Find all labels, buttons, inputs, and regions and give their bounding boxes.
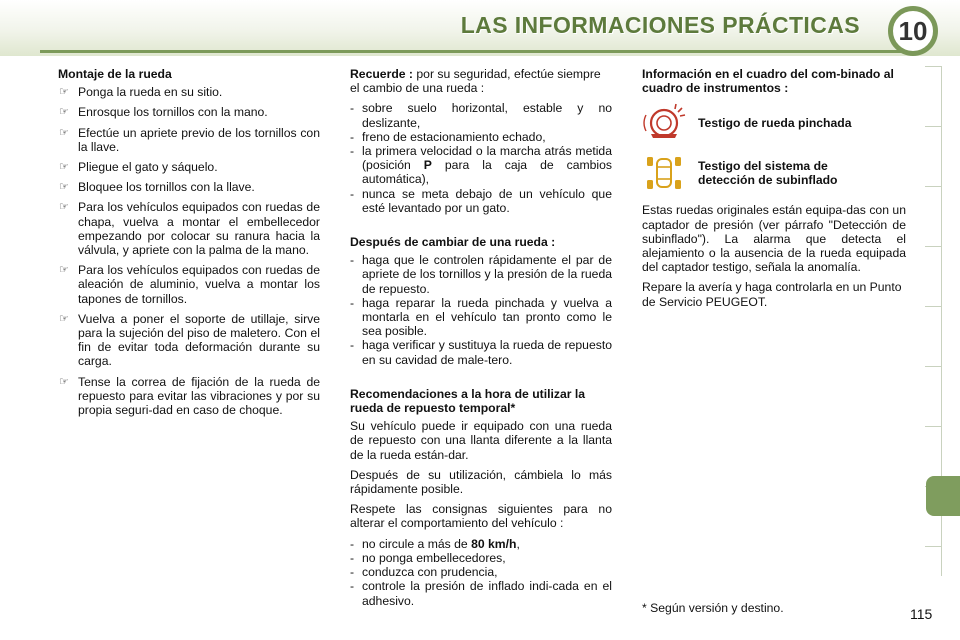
mounting-heading: Montaje de la rueda	[58, 67, 172, 81]
recuerde-paragraph	[350, 67, 612, 95]
column-mounting	[58, 67, 320, 423]
list-item: - freno de estacionamiento echado,	[350, 129, 546, 144]
chapter-tab[interactable]	[925, 426, 941, 455]
recommendations-p2: Después de su utilización, cámbiela lo más rápidamente posible.	[350, 467, 612, 497]
recommendations-p1: Su vehículo puede ir equipado con una rueda de repuesto con una llanta diferente a la llanta de la rueda están-dar.	[350, 419, 612, 462]
indicator-underinflation-label: Testigo del sistema de detección de subinflado	[698, 159, 838, 188]
page-title: LAS INFORMACIONES PRÁCTICAS	[460, 12, 860, 38]
recommendations-list	[350, 537, 612, 608]
header-underline	[40, 50, 920, 53]
list-item: - sobre suelo horizontal, estable y no deslizante,	[350, 101, 612, 130]
chapter-tab[interactable]	[925, 246, 941, 275]
instrument-info-p2: Repare la avería y haga controlarla en un Punto de Servicio PEUGEOT.	[642, 280, 902, 309]
footnote: * Según versión y destino.	[642, 601, 784, 615]
list-item: ☞ Para los vehículos equipados con ruedas de aleación de aluminio, vuelva a montar los tapones de tornillos.	[59, 263, 320, 306]
list-item: - nunca se meta debajo de un vehículo que esté levantado por un gato.	[350, 186, 612, 215]
tire-pressure-system-icon	[642, 153, 686, 193]
chapter-tab[interactable]	[925, 546, 941, 575]
list-item: - haga verificar y sustituya la rueda de repuesto en su cavidad de male-tero.	[350, 338, 612, 367]
list-item: - controle la presión de inflado indi-cada en el adhesivo.	[350, 579, 612, 608]
mounting-steps-list	[58, 85, 320, 417]
list-item: ☞ Vuelva a poner el soporte de utillaje, sirve para la sujeción del piso de maletero. Con el fin de evitar toda deformación durante su carga.	[59, 311, 320, 369]
list-item: ☞ Efectúe un apriete previo de los tornillos con la llave.	[59, 125, 320, 154]
list-item: - no circule a más de 80 km/h,	[350, 536, 520, 551]
instrument-info-p1: Estas ruedas originales están equipa-das con un captador de presión (ver párrafo "Detección de subinflado"). La alarma que detecta el alejamiento o la ausencia de la rueda equipada del captador testigo, señala la anomalía.	[642, 203, 906, 275]
chapter-number: 10	[898, 15, 928, 46]
chapter-tab[interactable]	[925, 186, 941, 215]
chapter-tab[interactable]	[925, 66, 941, 95]
list-item: ☞ Tense la correa de fijación de la rueda de repuesto para evitar las vibraciones y por su propia seguri-dad en caso de choque.	[59, 374, 320, 418]
indicator-flat-tire-label: Testigo de rueda pinchada	[698, 116, 852, 131]
indicator-flat-tire	[642, 103, 906, 143]
recuerde-text: por su seguridad, efectúe siempre el cambio de una rueda :	[350, 67, 601, 96]
list-item: - haga que le controlen rápidamente el par de apriete de los tornillos y la presión de la rueda de repuesto.	[350, 253, 612, 296]
after-change-list	[350, 253, 612, 367]
list-item: ☞ Ponga la rueda en su sitio.	[59, 85, 223, 100]
flat-tire-warning-icon	[642, 103, 686, 143]
list-item: ☞ Enrosque los tornillos con la mano.	[59, 105, 268, 120]
list-item: - no ponga embellecedores,	[350, 550, 506, 565]
page-number: 115	[910, 606, 933, 622]
chapter-tab[interactable]	[925, 366, 941, 395]
list-item: ☞ Para los vehículos equipados con ruedas de chapa, vuelva a montar el embellecedor empezando por colocar su ranura hacia la válvula, y apriete con la palma de la mano.	[59, 200, 320, 258]
column-safety	[350, 67, 612, 616]
list-item: ☞ Bloquee los tornillos con la llave.	[59, 180, 255, 195]
chapter-tab[interactable]	[925, 306, 941, 335]
chapter-badge	[888, 6, 938, 56]
list-item: - la primera velocidad o la marcha atrás metida (posición P para la caja de cambios automática),	[350, 144, 612, 187]
instrument-info-heading: Información en el cuadro del com-binado al cuadro de instrumentos :	[642, 67, 894, 96]
column-instrument-info	[642, 67, 906, 315]
chapter-tab-active[interactable]	[926, 476, 960, 516]
recuerde-list	[350, 101, 612, 215]
recuerde-label: Recuerde :	[350, 67, 413, 81]
list-item: ☞ Pliegue el gato y sáquelo.	[59, 160, 218, 175]
recommendations-heading: Recomendaciones a la hora de utilizar la rueda de repuesto temporal*	[350, 386, 586, 416]
list-item: - conduzca con prudencia,	[350, 565, 498, 580]
chapter-tab[interactable]	[925, 126, 941, 155]
recommendations-p3: Respete las consignas siguientes para no alterar el comportamiento del vehículo :	[350, 502, 612, 531]
indicator-underinflation	[642, 153, 906, 193]
after-change-heading: Después de cambiar de una rueda :	[350, 235, 556, 250]
list-item: - haga reparar la rueda pinchada y vuelva a montarla en el vehículo tan pronto como le sea posible.	[350, 295, 612, 339]
